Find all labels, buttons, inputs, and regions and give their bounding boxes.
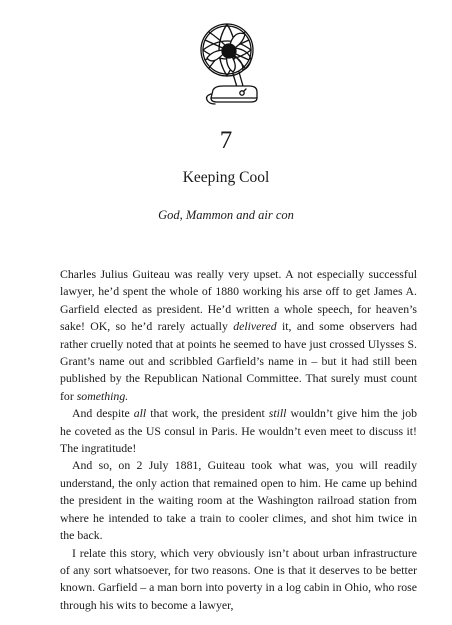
paragraph bbox=[60, 266, 417, 405]
emphasis-text: something. bbox=[76, 388, 129, 403]
emphasis-text: delivered bbox=[233, 319, 277, 334]
chapter-title: Keeping Cool bbox=[182, 169, 270, 186]
text-run: And so, on 2 July 1881, Guiteau took what was, you will readily understand, the only action that remained open to him. He came up behind the president in the waiting room at the Washington railroad station from where he intended to take a train to cooler climes, and shot him twice in the back. bbox=[60, 458, 417, 543]
text-run: Charles Julius Guiteau was really very upset. A not especially successful lawyer, he’d spent the whole of 1880 working his arse off to get James A. Garfield elected as president. He’d written a whole speech, for heaven’s sake! OK, so he’d rarely actually bbox=[60, 267, 417, 334]
emphasis-text: all bbox=[133, 406, 147, 421]
chapter-number: 7 bbox=[219, 127, 233, 154]
paragraph bbox=[60, 457, 417, 544]
emphasis-text: still bbox=[268, 406, 287, 421]
text-run: it, and some observers had rather cruelly noted that at points he seemed to have just crossed Ulysses S. Grant’s name out and scribbled Garfield’s name in – but it had still been published by the Republican National Committee. That surely must count for bbox=[60, 319, 417, 403]
text-run: wouldn’t give him the job he coveted as the US consul in Paris. He wouldn’t even meet to discuss it! The ingratitude! bbox=[60, 406, 417, 456]
text-run: I relate this story, which very obviously isn’t about urban infrastructure of any sort whatsoever, for two reasons. One is that it deserves to be better known. Garfield – a man born into poverty in a log cabin in Ohio, who rose through his wits to become a lawyer, bbox=[60, 545, 417, 612]
text-run: that work, the president bbox=[146, 406, 269, 421]
paragraph bbox=[60, 545, 417, 615]
desk-fan-icon bbox=[193, 14, 265, 110]
text-run: And despite bbox=[72, 406, 134, 421]
paragraph bbox=[60, 405, 417, 457]
body-text bbox=[60, 266, 417, 614]
chapter-subtitle: God, Mammon and air con bbox=[158, 208, 294, 222]
